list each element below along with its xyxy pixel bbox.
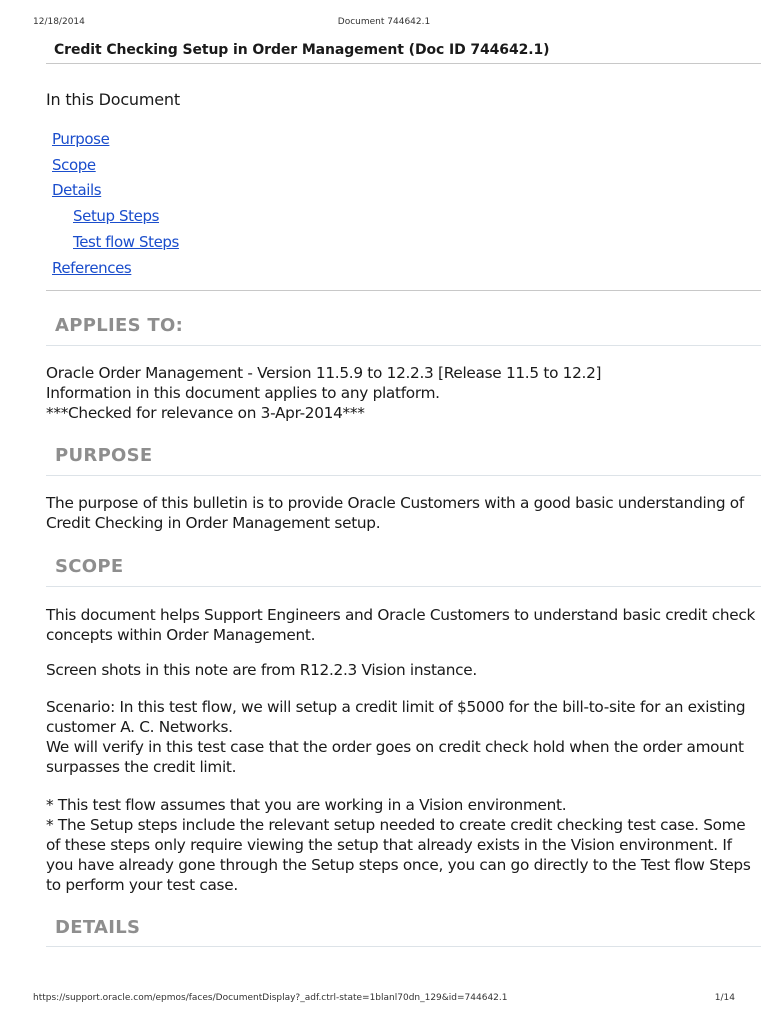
- purpose-line: Credit Checking in Order Management setup.: [46, 514, 381, 532]
- print-document-id: Document 744642.1: [337, 17, 431, 27]
- scope-line: of these steps only require viewing the setup that already exists in the Vision environment. If: [46, 836, 732, 854]
- scope-line: * The Setup steps include the relevant setup needed to create credit checking test case. Some: [46, 816, 746, 834]
- toc-divider: [46, 290, 761, 291]
- applies-to-line: Information in this document applies to any platform.: [46, 384, 440, 402]
- scope-paragraph-4: [46, 795, 751, 895]
- scope-line: customer A. C. Networks.: [46, 718, 233, 736]
- details-heading: DETAILS: [55, 917, 141, 938]
- print-header: [33, 17, 735, 31]
- applies-to-line: ***Checked for relevance on 3-Apr-2014***: [46, 404, 365, 422]
- print-date: 12/18/2014: [33, 17, 85, 27]
- applies-to-line: Oracle Order Management - Version 11.5.9 to 12.2.3 [Release 11.5 to 12.2]: [46, 364, 602, 382]
- purpose-text: [46, 493, 746, 533]
- scope-heading: SCOPE: [55, 556, 124, 577]
- toc-link-purpose[interactable]: Purpose: [52, 130, 110, 148]
- scope-paragraph-3: [46, 697, 746, 777]
- applies-to-divider: [46, 345, 761, 346]
- toc-heading: In this Document: [46, 90, 180, 109]
- scope-paragraph-2: [46, 660, 746, 680]
- purpose-heading: PURPOSE: [55, 445, 153, 466]
- applies-to-heading: APPLIES TO:: [55, 315, 184, 336]
- purpose-divider: [46, 475, 761, 476]
- toc-link-scope[interactable]: Scope: [52, 156, 96, 174]
- scope-line: to perform your test case.: [46, 876, 238, 894]
- title-divider: [46, 63, 761, 64]
- details-divider: [46, 946, 761, 947]
- toc-link-test-flow-steps[interactable]: Test flow Steps: [73, 233, 179, 251]
- scope-line: surpasses the credit limit.: [46, 758, 237, 776]
- toc-link-setup-steps[interactable]: Setup Steps: [73, 207, 159, 225]
- page-number: 1/14: [714, 993, 735, 1003]
- toc-link-details[interactable]: Details: [52, 181, 102, 199]
- scope-divider: [46, 586, 761, 587]
- scope-line: concepts within Order Management.: [46, 626, 316, 644]
- page-title: Credit Checking Setup in Order Management (Doc ID 744642.1): [54, 42, 550, 58]
- scope-line: This document helps Support Engineers and Oracle Customers to understand basic credit check: [46, 606, 756, 624]
- scope-line: you have already gone through the Setup steps once, you can go directly to the Test flow Steps: [46, 856, 751, 874]
- applies-to-text: [46, 363, 746, 423]
- toc-link-references[interactable]: References: [52, 259, 132, 277]
- scope-paragraph-1: [46, 605, 756, 645]
- scope-line: Screen shots in this note are from R12.2.3 Vision instance.: [46, 661, 477, 679]
- print-url: https://support.oracle.com/epmos/faces/DocumentDisplay?_adf.ctrl-state=1blanl70dn_129&id=744642.1: [33, 993, 508, 1003]
- scope-line: * This test flow assumes that you are working in a Vision environment.: [46, 796, 567, 814]
- scope-line: We will verify in this test case that the order goes on credit check hold when the order amount: [46, 738, 744, 756]
- print-footer: [33, 993, 735, 1007]
- scope-line: Scenario: In this test flow, we will setup a credit limit of $5000 for the bill-to-site for an existing: [46, 698, 746, 716]
- purpose-line: The purpose of this bulletin is to provide Oracle Customers with a good basic understanding of: [46, 494, 744, 512]
